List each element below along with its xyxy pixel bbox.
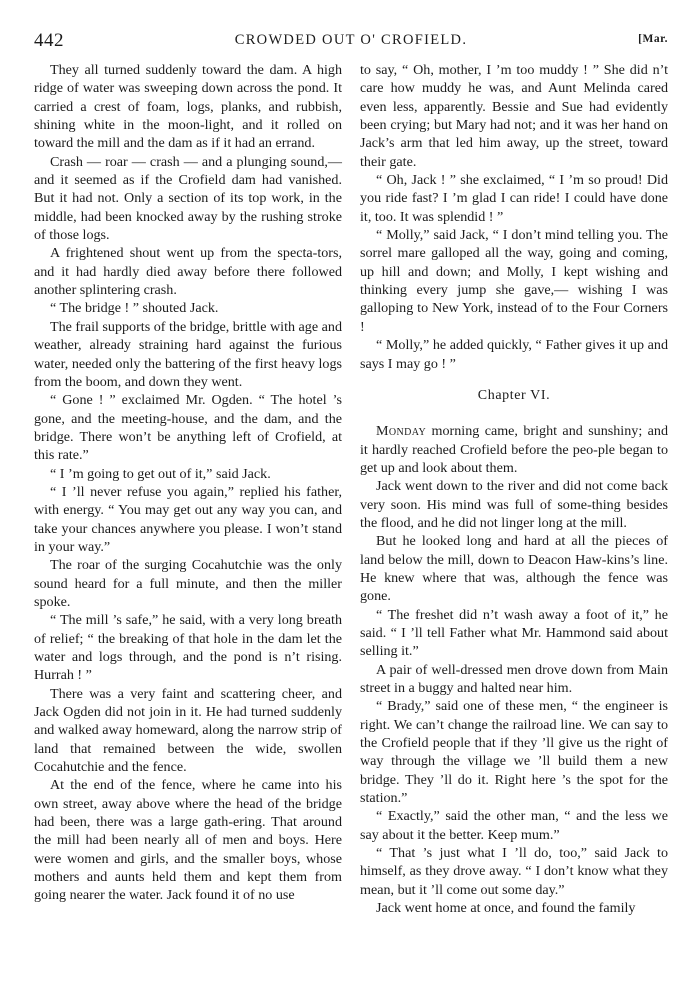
paragraph: “ Oh, Jack ! ” she exclaimed, “ I ’m so proud! Did you ride fast? I ’m glad I can ride! I could have done it, too. It was splendid ! ” <box>360 172 668 225</box>
right-column <box>360 61 668 917</box>
paragraph: “ Molly,” he added quickly, “ Father gives it up and says I may go ! ” <box>360 337 668 372</box>
running-title: CROWDED OUT O' CROFIELD. <box>234 32 468 48</box>
paragraph: “ Exactly,” said the other man, “ and the less we say about it the better. Keep mum.” <box>360 808 668 843</box>
paragraph: “ Gone ! ” exclaimed Mr. Ogden. “ The hotel ’s gone, and the meeting-house, and the dam, and the bridge. There won’t be anything left of Crofield, at this rate.” <box>34 392 342 464</box>
paragraph: “ Brady,” said one of these men, “ the engineer is right. We can’t change the railroad line. We can say to the Crofield people that if they ’ll give us the right of way through the village we ’ll build them a new bridge. They ’ll do it. Right here ’s the spot for the station.” <box>360 698 668 807</box>
paragraph: At the end of the fence, where he came into his own street, away above where the head of the bridge had been, there was a large gath-ering. That around the mill had been nearly all of men and boys. Here were women and girls, and the smaller boys, whose mothers and aunts held them and kept them from going nearer the water. Jack found it of no use <box>34 777 342 904</box>
paragraph: “ I ’m going to get out of it,” said Jack. <box>50 465 271 482</box>
issue-month: [Mar. <box>638 33 668 45</box>
chapter-heading: Chapter VI. <box>477 387 551 403</box>
paragraph: A pair of well-dressed men drove down from Main street in a buggy and halted near him. <box>360 661 668 696</box>
page-header <box>34 30 668 54</box>
paragraph: There was a very faint and scattering cheer, and Jack Ogden did not join in it. He had turned suddenly and walked away homeward, along the narrow strip of land that remained between the wide, swollen Cocahutchie and the fence. <box>34 685 342 776</box>
chapter-first-word: Monday <box>376 423 427 440</box>
paragraph: “ The bridge ! ” shouted Jack. <box>50 300 219 317</box>
paragraph: “ The freshet did n’t wash away a foot of it,” he said. “ I ’ll tell Father what Mr. Hammond said about selling it.” <box>360 606 668 660</box>
page-number: 442 <box>34 30 64 51</box>
paragraph: The frail supports of the bridge, brittle with age and weather, already straining hard against the furious water, needed only the battering of the first heavy logs from the boom, and down they went. <box>34 318 342 390</box>
paragraph: A frightened shout went up from the specta-tors, and it had hardly died away before there followed another splintering crash. <box>34 245 342 299</box>
paragraph: “ That ’s just what I ’ll do, too,” said Jack to himself, as they drove away. “ I don’t know what they mean, but it ’ll come out some day.” <box>360 845 668 898</box>
chapter-opening-paragraph <box>360 422 668 477</box>
paragraph: But he looked long and hard at all the pieces of land below the mill, down to Deacon Haw-kins’s line. He knew where that was, although the fence was gone. <box>360 533 668 605</box>
paragraph: “ I ’ll never refuse you again,” replied his father, with energy. “ You may get out any way you can, and take your chances anywhere you please. I won’t stand in your way.” <box>34 483 342 555</box>
paragraph: “ The mill ’s safe,” he said, with a very long breath of relief; “ the breaking of that hole in the dam let the water and logs through, and the pond is n’t rising. Hurrah ! ” <box>34 612 342 684</box>
left-column <box>34 61 342 905</box>
paragraph: They all turned suddenly toward the dam. A high ridge of water was sweeping down across the pond. It carried a crest of foam, logs, planks, and rubbish, shining white in the moon-light, and it rolled on toward the mill and the dam as if it had an errand. <box>34 62 342 152</box>
paragraph: “ Molly,” said Jack, “ I don’t mind telling you. The sorrel mare galloped all the way, going and coming, up hill and down; and Molly, I kept wishing and thinking every jump she gave,— wishing I was galloping to New York, instead of to the Four Corners ! <box>360 227 668 335</box>
paragraph: Crash — roar — crash — and a plunging sound,—and it seemed as if the Crofield dam had vanished. But it had not. Only a section of its top work, in the middle, had been knocked away by the rushing stroke of those logs. <box>34 153 342 244</box>
paragraph: Jack went down to the river and did not come back very soon. His mind was full of some-thing besides the flood, and he did not linger long at the mill. <box>360 478 668 531</box>
paragraph-continued: to say, “ Oh, mother, I ’m too muddy ! ” She did n’t care how muddy he was, and Aunt Melinda cared even less, apparently. Bessie and Sue had evidently been crying; but Mary had not; and it was her hand on Jack’s arm that led him away, up the street, toward their gate. <box>360 62 668 170</box>
paragraph: Jack went home at once, and found the family <box>376 900 636 917</box>
chapter-first-text: morning came, bright and sunshiny; and it hardly reached Crofield before the peo-ple began to get up and look about them. <box>360 423 668 476</box>
paragraph: The roar of the surging Cocahutchie was the only sound heard for a full minute, and then the miller spoke. <box>34 557 342 610</box>
